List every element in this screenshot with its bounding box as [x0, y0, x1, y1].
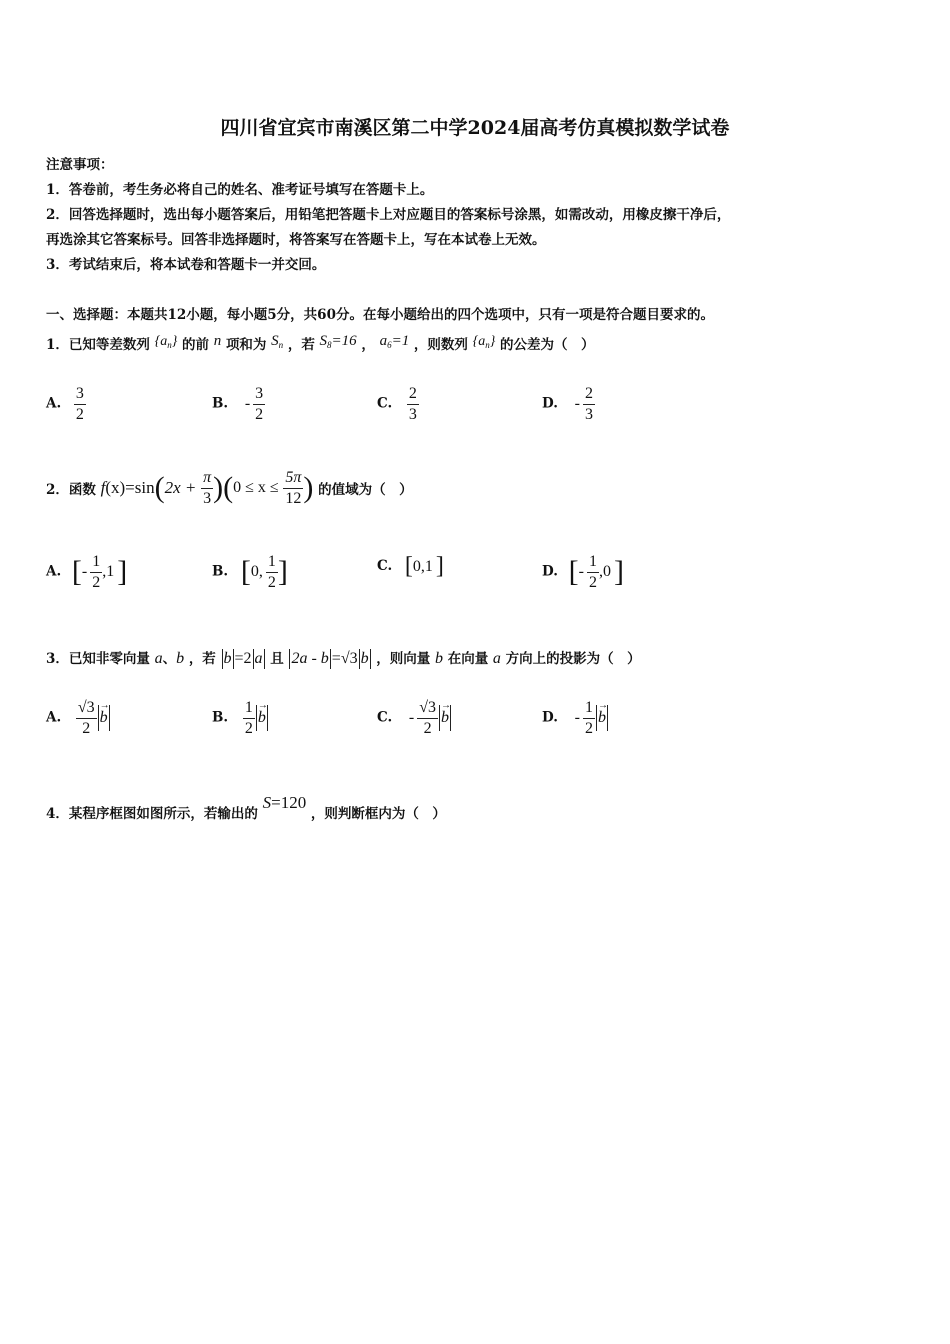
q3-text-3: 且 — [270, 651, 284, 667]
notice-item-1: 1．答卷前，考生务必将自己的姓名、准考证号填写在答题卡上。 — [46, 182, 434, 198]
q2-text-1: 2．函数 — [46, 482, 96, 499]
q1-option-c[interactable]: C. $\frac{2}{3}$ — [377, 385, 417, 423]
q2-eq: =sin — [125, 478, 155, 498]
notice-item-2b: 再选涂其它答案标号。回答非选择题时，将答案写在答题卡上，写在本试卷上无效。 — [46, 232, 546, 248]
question-2: 2．函数 f(x)=sin(2x + $\frac{\pi}{3}$ )(0 ≤ x ≤ $\frac{5\pi}{12}$ ) 的值域为（ ） — [46, 469, 413, 507]
q2-option-a[interactable]: A. [- $\frac{1}{2}$ ,1 ] — [46, 553, 128, 591]
q2-text-2: 的值域为（ ） — [318, 482, 413, 499]
q1-n: n — [213, 333, 222, 349]
q2-pi-over-3: $\frac{\pi}{3}$ — [203, 469, 212, 507]
question-3: 3．已知非零向量 a、b ，若 b =2 a 且 2a - b =√3 b ，则向量 b 在向量 a 方向上的投影为（ ） — [46, 647, 641, 669]
page-title: 四川省宜宾市南溪区第二中学2024届高考仿真模拟数学试卷 — [220, 117, 730, 139]
q2-var: (x) — [105, 478, 126, 498]
q3-text-5: 在向量 — [447, 651, 489, 667]
q1-text-4: ，若 — [287, 337, 315, 353]
q1-text-7: 的公差为（ ） — [500, 337, 595, 353]
q3-text-1: 3．已知非零向量 — [46, 651, 150, 667]
q2-function: f — [100, 478, 106, 498]
q3-condition-2: 2a - b =√3 b — [288, 650, 371, 667]
section-heading: 一、选择题：本题共12小题，每小题5分，共60分。在每小题给出的四个选项中，只有一项是符合题目要求的。 — [46, 307, 714, 323]
q1-text-6: ，则数列 — [413, 337, 468, 353]
notice-item-2a: 2．回答选择题时，选出每小题答案后，用铅笔把答题卡上对应题目的答案标号涂黑，如需改动，用橡皮擦干净后， — [46, 207, 731, 223]
q3-condition-1: b =2 a — [221, 650, 266, 667]
q1-sequence: $\{a_n\}$ — [154, 334, 178, 350]
q2-arg: 2x + — [164, 478, 197, 498]
q1-text-1: 1．已知等差数列 — [46, 337, 150, 353]
q1-condition-2: $a_6=1$ — [379, 333, 410, 350]
q1-sum: $S_n$ — [271, 333, 284, 350]
q3-option-b[interactable]: B. $\frac{1}{2}$ → b — [212, 699, 269, 737]
q2-option-d[interactable]: D. [- $\frac{1}{2}$ ,0 ] — [542, 553, 624, 591]
question-4 — [46, 793, 446, 822]
q2-5pi-over-12: $\frac{5\pi}{12}$ — [285, 469, 302, 507]
q3-vector-b: b — [176, 650, 185, 667]
q3-text-4: ，则向量 — [376, 651, 431, 667]
q2-option-b[interactable]: B. [0, $\frac{1}{2}$ ] — [212, 553, 288, 591]
q3-option-c[interactable]: C. - $\frac{√3}{2}$ → b — [377, 699, 452, 737]
q3-option-a[interactable]: A. $\frac{√3}{2}$ → b — [46, 699, 111, 737]
q4-S: S — [262, 793, 272, 812]
notice-heading: 注意事项： — [46, 157, 114, 173]
q4-text-1: 4．某程序框图如图所示，若输出的 — [46, 806, 258, 822]
q1-option-b[interactable]: B. - $\frac{3}{2}$ — [212, 385, 264, 423]
question-1 — [46, 333, 595, 353]
q1-sequence-2: $\{a_n\}$ — [472, 334, 496, 350]
q1-option-a[interactable]: A. $\frac{3}{2}$ — [46, 385, 84, 423]
q1-text-5: ， — [361, 337, 375, 353]
q1-condition-1: $S_8=16$ — [319, 333, 357, 350]
q1-text-3: 项和为 — [225, 337, 267, 353]
q4-text-2: ，则判断框内为（ ） — [310, 806, 446, 822]
q2-option-c[interactable]: C. [0,1 ] — [377, 553, 444, 579]
q1-option-d[interactable]: D. - $\frac{2}{3}$ — [542, 385, 593, 423]
q3-text-6: 方向上的投影为（ ） — [505, 651, 641, 667]
q3-text-2: ，若 — [188, 651, 216, 667]
q3-option-d[interactable]: D. - $\frac{1}{2}$ → b — [542, 699, 609, 737]
q3-vector-a: a — [154, 650, 163, 667]
q4-value: =120 — [271, 793, 307, 812]
notice-item-3: 3．考试结束后，将本试卷和答题卡一并交回。 — [46, 257, 326, 273]
q2-domain: 0 ≤ x ≤ — [233, 479, 279, 497]
q1-text-2: 的前 — [182, 337, 210, 353]
